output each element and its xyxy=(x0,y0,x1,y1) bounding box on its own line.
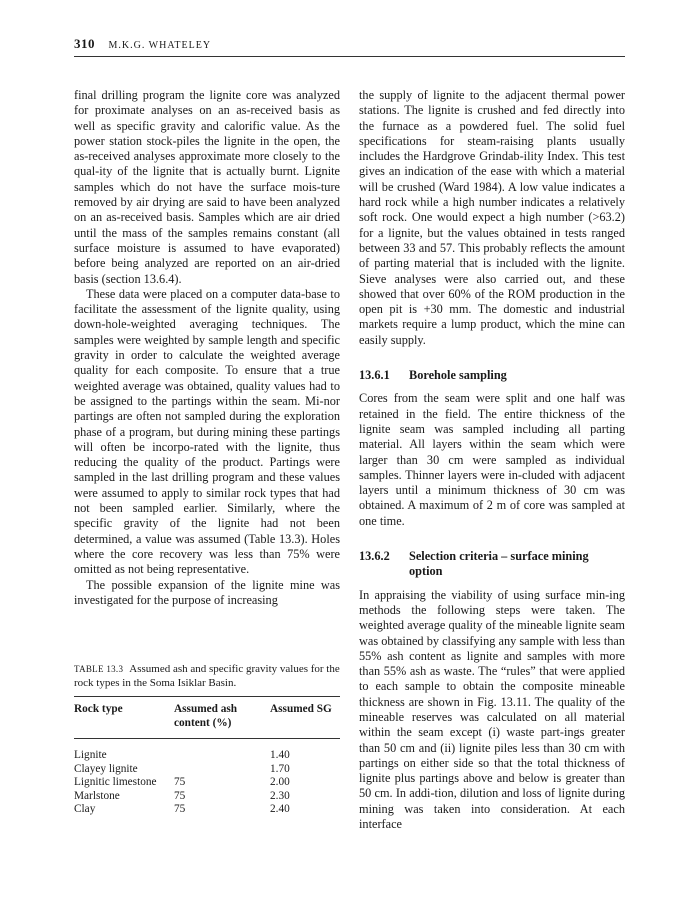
paragraph: In appraising the viability of using surface min-ing methods the following steps were taken. The weighted average quality of the mineable lignite seam was obtained by classifying any sample with less than 55% ash content as lignite and samples with more than 55% ash as waste. The “rules” that were applied to each sample to obtain the composite mineable thickness are shown in Fig. 13.11. The quality of the mineable reserves was calculated on all material within the seam except (i) waste part-ings greater than 50 cm and (ii) lignite piles less than 30 cm with partings on either side so that the total thickness of lignite plus partings above and below is greater than 50 cm. In addi-tion, dilution and loss of lignite during mining was taken into consideration. At each interface xyxy=(359,587,625,832)
table-cell: Clay xyxy=(74,803,96,815)
rock-type-table xyxy=(74,696,340,817)
table-cell: Clayey lignite xyxy=(74,762,138,775)
section-title: Selection criteria – surface mining option xyxy=(409,549,589,579)
table-row xyxy=(74,763,340,777)
header-rule xyxy=(74,56,625,57)
table-cell: 2.30 xyxy=(270,789,290,802)
column-header: Rock type xyxy=(74,697,174,739)
table-label: TABLE 13.3 xyxy=(74,664,124,674)
column-header: Assumed ash content (%) xyxy=(174,697,270,739)
left-column xyxy=(74,88,340,608)
right-column xyxy=(359,88,625,832)
column-header: Assumed SG xyxy=(270,697,340,739)
paragraph: final drilling program the lignite core was analyzed for proximate analyses on an as-received basis as well as specific gravity and calorific value. As the power station stock-piles the lignite in the open, the as-received analyses approximate more closely to the qual-ity of the lignite that is actually burnt. Lignite samples which do not have the surface mois-ture removed by air drying are said to have been analyzed on an as-received basis. Samples which are air dried until the mass of the samples remains constant (all surface moisture is assumed to have evaporated) before being analyzed are reported on an air-dried basis (section 13.6.4). xyxy=(74,88,340,286)
section-title: Borehole sampling xyxy=(409,368,507,383)
table-cell: Marlstone xyxy=(74,789,120,802)
table-cell xyxy=(174,739,270,763)
paragraph: The possible expansion of the lignite mine was investigated for the purpose of increasing xyxy=(74,577,340,607)
running-head xyxy=(74,36,625,52)
paragraph: Cores from the seam were split and one half was retained in the field. The entire thickness of the lignite seam was sampled including all parting material. All layers within the seam which were larger than 30 cm were sampled as individual samples. Thinner layers were in-cluded with adjacent layers until a minimum thickness of 30 cm was obtained. A maximum of 2 m of core was sampled at one time. xyxy=(359,391,625,528)
table-cell: 75 xyxy=(174,789,186,802)
table-row xyxy=(74,776,340,790)
table-row xyxy=(74,803,340,817)
table-row xyxy=(74,790,340,804)
table-cell: Lignite xyxy=(74,749,107,761)
table-caption xyxy=(74,662,340,690)
paragraph: These data were placed on a computer data-base to facilitate the assessment of the lignite quality, using down-hole-weighted averaging techniques. The samples were weighted by sample length and specific gravity in order to calculate the weighted average quality for each composite. To ensure that a true weighted average was obtained, quality values had to be assigned to the partings within the seam. Mi-nor partings are often not sampled during the exploration phase of a program, but during mining these partings will often be incorpo-rated with the lignite, thus reducing the quality of the product. Partings were sampled in the last drilling program and these values were assumed to apply to similar rock types that had not been sampled earlier. Similarly, where the specific gravity of the lignite had not been determined, a value was assumed (Table 13.3). Holes where the core recovery was less than 75% were omitted as not being representative. xyxy=(74,286,340,577)
table-cell: Lignitic limestone xyxy=(74,776,157,788)
table-cell: 2.00 xyxy=(270,776,290,788)
paragraph: the supply of lignite to the adjacent thermal power stations. The lignite is crushed and fed directly into the furnace as a powdered fuel. The solid fuel specifications for steam-raising plants usually includes the Hardgrove Grindab-ility Index. This test gives an indication of the ease with which a material will be crushed (Ward 1984). A low value indicates a hard rock while a high number indicates a relatively soft rock. One would expect a high number (>63.2) for a lignite, but the values obtained in tests ranged between 33 and 57. This probably reflects the amount of parting material that is included with the lignite. Sieve analyses were also carried out, and these showed that over 60% of the ROM production in the open pit is +30 mm. The domestic and industrial markets require a lump product, which the mine can easily supply. xyxy=(359,88,625,347)
page-number: 310 xyxy=(74,36,95,51)
section-number: 13.6.1 xyxy=(359,368,390,383)
section-number: 13.6.2 xyxy=(359,549,390,564)
section-heading xyxy=(359,549,625,580)
table-cell: 75 xyxy=(174,803,186,815)
table-row xyxy=(74,739,340,763)
table-cell: 1.70 xyxy=(270,762,290,775)
table-cell xyxy=(174,763,270,777)
table-caption-text: Assumed ash and specific gravity values for the rock types in the Soma Isiklar Basin. xyxy=(74,663,340,689)
running-author: M.K.G. WHATELEY xyxy=(108,40,212,51)
table-cell: 2.40 xyxy=(270,803,290,815)
table-header-row xyxy=(74,697,340,739)
table-cell: 75 xyxy=(174,776,186,788)
section-heading xyxy=(359,368,625,383)
table-cell: 1.40 xyxy=(270,749,290,761)
